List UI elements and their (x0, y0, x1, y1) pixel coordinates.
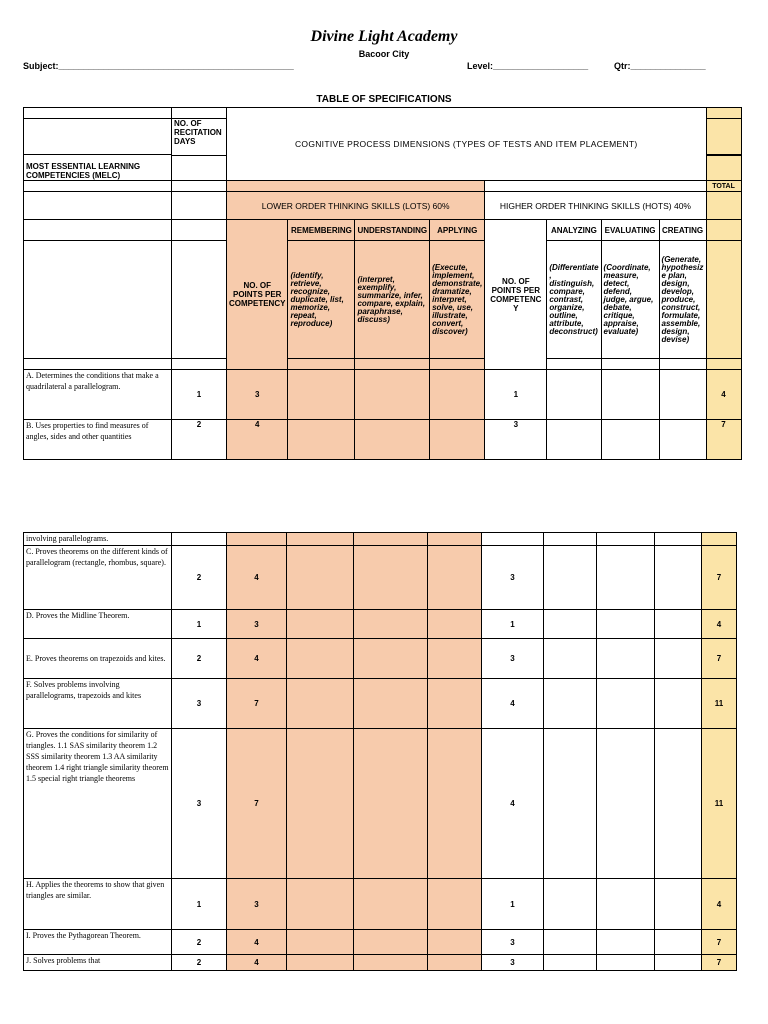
cell (24, 220, 172, 241)
cell (655, 639, 702, 679)
days-cell: 2 (172, 930, 227, 955)
cell (24, 359, 172, 370)
cell (597, 879, 655, 930)
table-row (24, 729, 737, 879)
cell (706, 119, 741, 155)
cell (172, 108, 227, 119)
cell (428, 533, 482, 546)
table-row (24, 420, 742, 460)
table-row (24, 610, 737, 639)
cell (24, 181, 172, 192)
table-row (24, 546, 737, 610)
cell (288, 359, 355, 370)
cell (287, 729, 354, 879)
cell (544, 879, 597, 930)
cell (544, 729, 597, 879)
competency-cell: F. Solves problems involving parallelograms, trapezoids and kites (24, 679, 172, 729)
cell (354, 679, 428, 729)
understanding-header: UNDERSTANDING (355, 220, 430, 241)
cell (706, 108, 741, 119)
cell (659, 370, 706, 420)
school-name: Divine Light Academy (310, 28, 458, 45)
remembering-verbs: (identify, retrieve, recognize, duplicate, list, memorize, repeat, reproduce) (288, 241, 355, 359)
total-cell: 7 (706, 420, 741, 460)
total-header: TOTAL (706, 181, 741, 192)
days-cell: 1 (172, 610, 227, 639)
cell (430, 420, 485, 460)
competency-cell: A. Determines the conditions that make a quadrilateral a parallelogram. (24, 370, 172, 420)
cell (354, 955, 428, 971)
analyzing-verbs: (Differentiate , distinguish, compare, contrast, organize, outline, attribute, deconstruct) (547, 241, 601, 359)
cell (659, 359, 706, 370)
hots-points-cell: 1 (485, 370, 547, 420)
cell (428, 879, 482, 930)
total-cell: 11 (702, 679, 737, 729)
table-row (24, 955, 737, 971)
lots-points-cell: 3 (227, 610, 287, 639)
cell (24, 192, 172, 220)
cell (227, 533, 287, 546)
days-cell: 3 (172, 679, 227, 729)
competency-cell: I. Proves the Pythagorean Theorem. (24, 930, 172, 955)
days-cell: 3 (172, 729, 227, 879)
cell (601, 370, 659, 420)
cell (655, 729, 702, 879)
competency-cell: G. Proves the conditions for similarity of triangles. 1.1 SAS similarity theorem 1.2 SSS similarity theorem 1.3 AA similarity theorem 1.4 right triangle similarity theorem 1.5 special right triangle theorems (24, 729, 172, 879)
competency-cell: B. Uses properties to find measures of angles, sides and other quantities (24, 420, 172, 460)
cell (172, 192, 227, 220)
cell (354, 639, 428, 679)
cell (227, 181, 485, 192)
cell (288, 420, 355, 460)
total-cell: 4 (702, 610, 737, 639)
cell (544, 533, 597, 546)
cell (428, 679, 482, 729)
hots-points-cell: 3 (485, 420, 547, 460)
cell (706, 241, 741, 359)
cell (355, 359, 430, 370)
total-cell: 7 (702, 546, 737, 610)
lots-points-cell: 3 (227, 879, 287, 930)
cell (172, 533, 227, 546)
cell (706, 156, 741, 181)
cell (428, 729, 482, 879)
cell (601, 420, 659, 460)
total-cell: 11 (702, 729, 737, 879)
cell (706, 220, 741, 241)
applying-header: APPLYING (430, 220, 485, 241)
cell (597, 679, 655, 729)
total-cell: 7 (702, 930, 737, 955)
remembering-header: REMEMBERING (288, 220, 355, 241)
school-city: Bacoor City (358, 49, 410, 59)
hots-points-cell: 3 (482, 955, 544, 971)
cell (544, 679, 597, 729)
hots-points-cell: 4 (482, 679, 544, 729)
cell (597, 930, 655, 955)
hots-points-cell: 4 (482, 729, 544, 879)
cell (547, 370, 601, 420)
cell (172, 241, 227, 359)
cell (601, 359, 659, 370)
cell (659, 420, 706, 460)
competency-cell: C. Proves theorems on the different kinds of parallelogram (rectangle, rhombus, square). (24, 546, 172, 610)
cell (597, 639, 655, 679)
lots-points-cell: 7 (227, 679, 287, 729)
competency-cell: involving parallelograms. (24, 533, 172, 546)
cell (655, 879, 702, 930)
cell (706, 192, 741, 220)
cell (430, 359, 485, 370)
cell (287, 610, 354, 639)
cell (287, 679, 354, 729)
cell (428, 955, 482, 971)
applying-verbs: (Execute, implement, demonstrate, dramatize, interpret, solve, use, illustrate, convert, discover) (430, 241, 485, 359)
cell (597, 955, 655, 971)
lots-points-cell: 7 (227, 729, 287, 879)
lots-points-cell: 4 (227, 546, 287, 610)
cell (597, 610, 655, 639)
cell (706, 359, 741, 370)
cell (544, 610, 597, 639)
cell (428, 610, 482, 639)
days-cell: 2 (172, 955, 227, 971)
cell (355, 420, 430, 460)
total-cell: 4 (706, 370, 741, 420)
lots-points-cell: 4 (227, 639, 287, 679)
cell (430, 370, 485, 420)
hots-points-cell: 3 (482, 639, 544, 679)
hots-header: HIGHER ORDER THINKING SKILLS (HOTS) 40% (485, 192, 706, 220)
hots-points-cell: 3 (482, 546, 544, 610)
table-row (24, 639, 737, 679)
cell (544, 955, 597, 971)
cell (482, 533, 544, 546)
cell (544, 930, 597, 955)
table-row (24, 370, 742, 420)
cell (428, 930, 482, 955)
quarter-field: Qtr:_______________ (614, 61, 706, 71)
days-cell: 2 (172, 420, 227, 460)
cell (355, 370, 430, 420)
cell (544, 546, 597, 610)
cell (354, 546, 428, 610)
hots-points-cell: 1 (482, 879, 544, 930)
cell (288, 370, 355, 420)
creating-header: CREATING (659, 220, 706, 241)
analyzing-header: ANALYZING (547, 220, 601, 241)
cell (655, 546, 702, 610)
cell (24, 108, 172, 119)
cell (597, 546, 655, 610)
table-row (24, 679, 737, 729)
lots-points-cell: 3 (227, 370, 288, 420)
total-cell: 7 (702, 639, 737, 679)
specifications-table-page-2 (23, 532, 737, 971)
lots-header: LOWER ORDER THINKING SKILLS (LOTS) 60% (227, 192, 485, 220)
cell (172, 220, 227, 241)
days-cell: 1 (172, 879, 227, 930)
specifications-table-page-1 (23, 107, 742, 460)
cell (287, 639, 354, 679)
days-cell: 2 (172, 639, 227, 679)
cell (354, 533, 428, 546)
cognitive-header: COGNITIVE PROCESS DIMENSIONS (TYPES OF TESTS AND ITEM PLACEMENT) (227, 108, 707, 181)
level-field: Level:___________________ (467, 61, 589, 71)
melc-header: MOST ESSENTIAL LEARNING COMPETENCIES (MELC) (24, 155, 172, 181)
table-title: TABLE OF SPECIFICATIONS (316, 94, 452, 105)
cell (655, 955, 702, 971)
hots-points-cell: 3 (482, 930, 544, 955)
cell (172, 156, 227, 181)
competency-cell: H. Applies the theorems to show that given triangles are similar. (24, 879, 172, 930)
table-row (24, 879, 737, 930)
cell (287, 546, 354, 610)
cell (287, 879, 354, 930)
cell (655, 930, 702, 955)
evaluating-header: EVALUATING (601, 220, 659, 241)
cell (702, 533, 737, 546)
evaluating-verbs: (Coordinate, measure, detect, defend, judge, argue, debate, critique, appraise, evaluate) (601, 241, 659, 359)
cell (428, 639, 482, 679)
cell (172, 181, 227, 192)
days-cell: 1 (172, 370, 227, 420)
total-cell: 4 (702, 879, 737, 930)
cell (547, 420, 601, 460)
cell (287, 533, 354, 546)
recitation-header: NO. OF RECITATION DAYS (172, 119, 227, 156)
cell (24, 241, 172, 359)
competency-cell: J. Solves problems that (24, 955, 172, 971)
points-hots-header: NO. OF POINTS PER COMPETENC Y (485, 220, 547, 370)
understanding-verbs: (interpret, exemplify, summarize, infer, compare, explain, paraphrase, discuss) (355, 241, 430, 359)
cell (655, 610, 702, 639)
cell (172, 359, 227, 370)
cell (485, 181, 706, 192)
table-row (24, 533, 737, 546)
cell (597, 729, 655, 879)
lots-points-cell: 4 (227, 955, 287, 971)
cell (354, 610, 428, 639)
cell (547, 359, 601, 370)
days-cell: 2 (172, 546, 227, 610)
cell (354, 879, 428, 930)
points-lots-header: NO. OF POINTS PER COMPETENCY (227, 220, 288, 370)
lots-points-cell: 4 (227, 930, 287, 955)
total-cell: 7 (702, 955, 737, 971)
cell (354, 930, 428, 955)
competency-cell: E. Proves theorems on trapezoids and kites. (24, 639, 172, 679)
cell (597, 533, 655, 546)
cell (655, 679, 702, 729)
creating-verbs: (Generate, hypothesiz e plan, design, develop, produce, construct, formulate, assemble, design, devise) (659, 241, 706, 359)
cell (287, 930, 354, 955)
cell (655, 533, 702, 546)
table-row (24, 930, 737, 955)
cell (354, 729, 428, 879)
lots-points-cell: 4 (227, 420, 288, 460)
cell (544, 639, 597, 679)
cell (287, 955, 354, 971)
cell (24, 119, 172, 155)
competency-cell: D. Proves the Midline Theorem. (24, 610, 172, 639)
hots-points-cell: 1 (482, 610, 544, 639)
cell (428, 546, 482, 610)
subject-field: Subject:_______________________________________________ (23, 61, 294, 71)
